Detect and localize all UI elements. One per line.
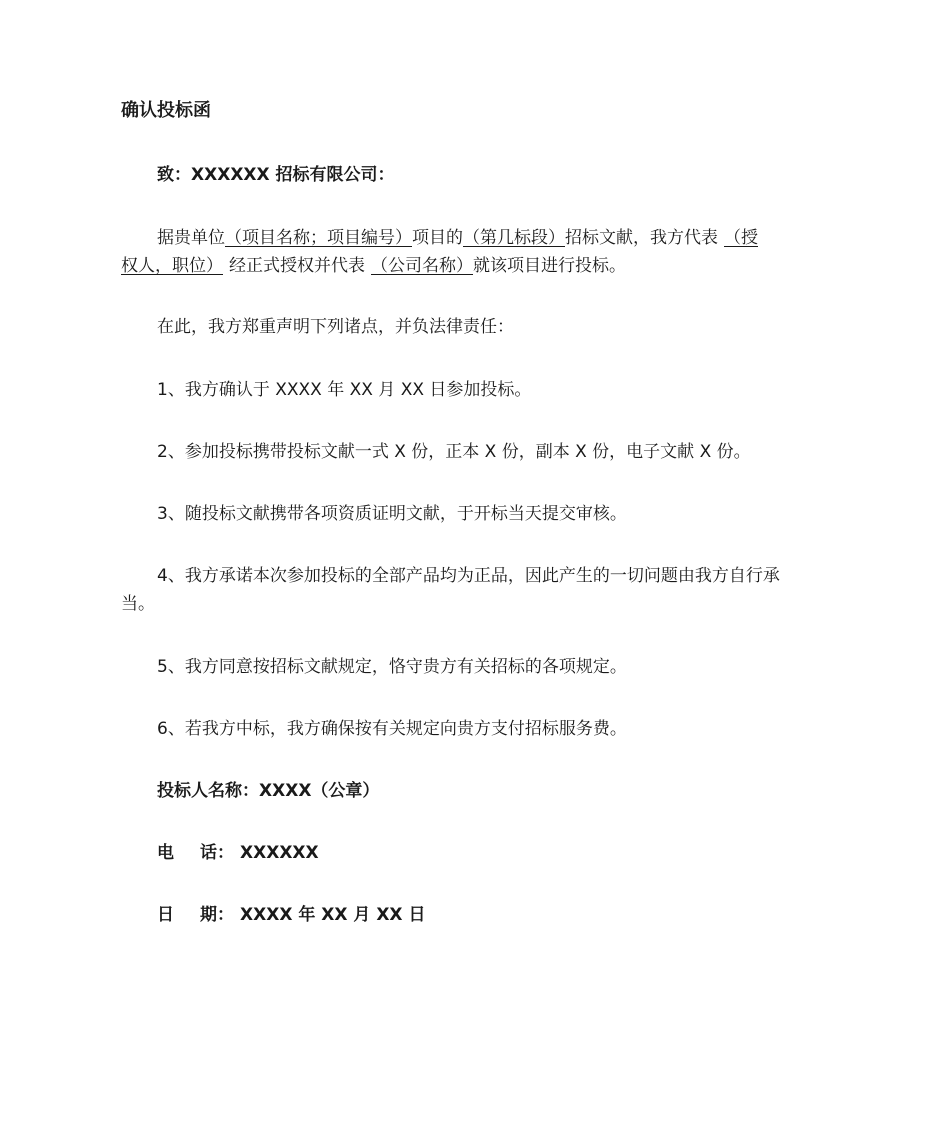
phone-line xyxy=(157,839,319,867)
section-number-blank: （第几标段） xyxy=(463,228,565,248)
date-label: 期： xyxy=(200,905,234,925)
date-label: 日 xyxy=(157,905,174,925)
document-title: 确认投标函 xyxy=(121,100,211,121)
bidder-name-line xyxy=(157,777,379,805)
bidder-label: 投标人名称： xyxy=(157,781,259,801)
phone-label: 话： xyxy=(200,843,234,863)
list-item: 3、随投标文献携带各项资质证明文献，于开标当天提交审核。 xyxy=(157,504,627,524)
authorized-person-blank: （授 xyxy=(724,228,758,248)
project-name-blank: （项目名称；项目编号） xyxy=(225,228,412,248)
intro-paragraph-line-1 xyxy=(157,224,758,252)
bidder-value: XXXX（公章） xyxy=(259,781,380,801)
list-item: 2、参加投标携带投标文献一式 X 份，正本 X 份，副本 X 份，电子文献 X 份。 xyxy=(157,442,751,462)
list-item: 5、我方同意按招标文献规定，恪守贵方有关招标的各项规定。 xyxy=(157,657,627,677)
date-value: XXXX 年 XX 月 XX 日 xyxy=(240,905,426,925)
list-item: 6、若我方中标，我方确保按有关规定向贵方支付招标服务费。 xyxy=(157,719,627,739)
company-name-blank: （公司名称） xyxy=(371,256,473,276)
intro-paragraph-line-2 xyxy=(121,252,626,280)
declaration-line: 在此，我方郑重声明下列诸点，并负法律责任： xyxy=(157,317,514,337)
authorized-person-blank: 权人，职位） xyxy=(121,256,223,276)
list-item: 1、我方确认于 XXXX 年 XX 月 XX 日参加投标。 xyxy=(157,380,532,400)
intro-text: 就该项目进行投标。 xyxy=(473,256,626,276)
intro-text: 经正式授权并代表 xyxy=(229,256,365,276)
list-item-continuation: 当。 xyxy=(121,594,155,614)
phone-value: XXXXXX xyxy=(240,843,319,863)
intro-text: 招标文献，我方代表 xyxy=(565,228,718,248)
intro-text: 项目的 xyxy=(412,228,463,248)
intro-text: 据贵单位 xyxy=(157,228,225,248)
list-item: 4、我方承诺本次参加投标的全部产品均为正品，因此产生的一切问题由我方自行承 xyxy=(157,566,780,586)
phone-label: 电 xyxy=(157,843,174,863)
addressee-line: 致：XXXXXX 招标有限公司： xyxy=(157,165,395,185)
date-line xyxy=(157,901,425,929)
